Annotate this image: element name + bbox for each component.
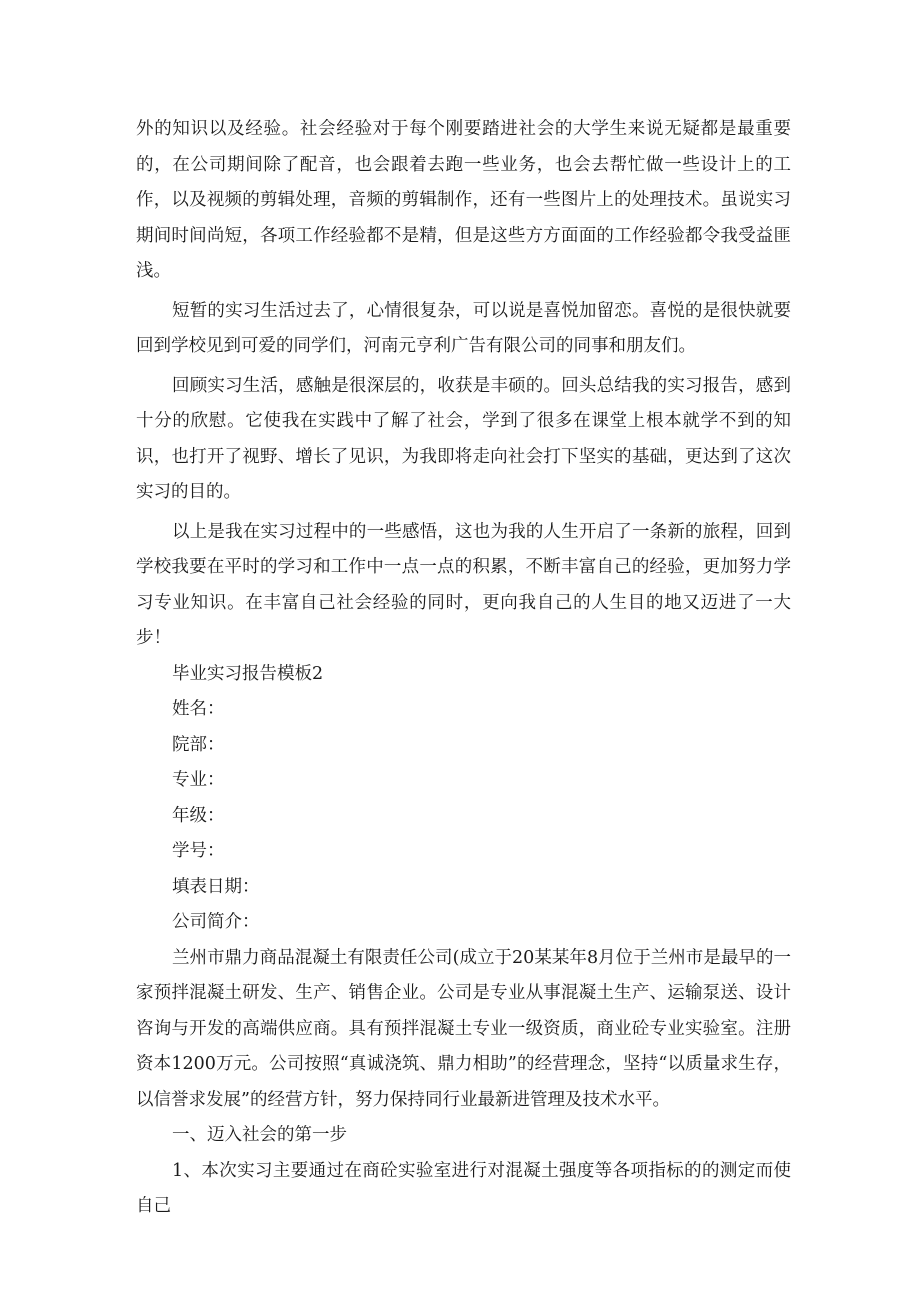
field-student-id: 学号： [172, 841, 225, 861]
field-company-intro: 公司简介： [172, 912, 260, 932]
field-grade: 年级： [172, 805, 225, 826]
field-fill-date: 填表日期： [172, 876, 260, 897]
paragraph-reflection: 以上是我在实习过程中的一些感悟，这也为我的人生开启了一条新的旅程，回到学校我要在平时的学习和工作中一点一点的积累，不断丰富自己的经验，更加努力学习专业知识。在丰富自己社会经验的同时，更向我自己的人生目的地又迈进了一大步！ [136, 521, 791, 648]
paragraph-company: 兰州市鼎力商品混凝土有限责任公司(成立于20某某年8月位于兰州市是最早的一家预拌混凝土研发、生产、销售企业。公司是专业从事混凝土生产、运输泵送、设计咨询与开发的高端供应商。具有预拌混凝土专业一级资质，商业砼专业实验室。注册资本1200万元。公司按照“真诚浇筑、鼎力相助”的经营理念，坚持“以质量求生存，以信誉求发展”的经营方针，努力保持同行业最新进管理及技术水平。 [136, 947, 791, 1110]
paragraph-review: 回顾实习生活，感触是很深层的，收获是丰硕的。回头总结我的实习报告，感到十分的欣慰。它使我在实践中了解了社会，学到了很多在课堂上根本就学不到的知识，也打开了视野、增长了见识，为我即将走向社会打下坚实的基础，更达到了这次实习的目的。 [136, 375, 791, 502]
field-major: 专业： [172, 770, 225, 790]
field-department: 院部： [172, 734, 225, 755]
paragraph-internship-end: 短暂的实习生活过去了，心情很复杂，可以说是喜悦加留恋。喜悦的是很快就要回到学校见到可爱的同学们，河南元亨利广告有限公司的同事和朋友们。 [136, 300, 791, 356]
document-body [136, 112, 791, 1225]
template-title: 毕业实习报告模板2 [172, 663, 324, 684]
section-heading: 一、迈入社会的第一步 [172, 1125, 347, 1145]
field-name: 姓名： [172, 699, 225, 719]
paragraph-experience: 外的知识以及经验。社会经验对于每个刚要踏进社会的大学生来说无疑都是最重要的，在公司期间除了配音，也会跟着去跑一些业务，也会去帮忙做一些设计上的工作，以及视频的剪辑处理，音频的剪辑制作，还有一些图片上的处理技术。虽说实习期间时间尚短，各项工作经验都不是精，但是这些方方面面的工作经验都令我受益匪浅。 [136, 119, 791, 281]
paragraph-section1: 1、本次实习主要通过在商砼实验室进行对混凝土强度等各项指标的的测定而使自己 [136, 1160, 791, 1216]
